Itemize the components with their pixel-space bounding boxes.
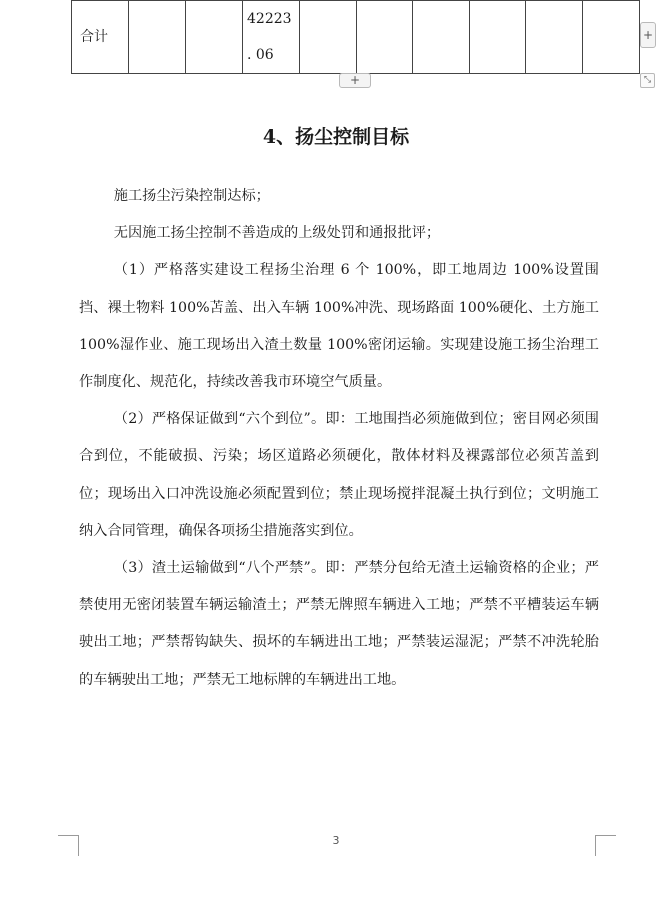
table-cell[interactable]: [583, 1, 640, 74]
add-column-button[interactable]: +: [339, 73, 371, 88]
table-cell[interactable]: [526, 1, 583, 74]
table-cell[interactable]: [129, 1, 186, 74]
total-amount-line1: 42223: [247, 11, 292, 27]
total-amount-cell[interactable]: [243, 1, 300, 74]
paragraph: 无因施工扬尘控制不善造成的上级处罚和通报批评；: [113, 225, 441, 242]
table-cell[interactable]: [470, 1, 526, 74]
add-row-button[interactable]: +: [640, 22, 656, 48]
table-resize-icon[interactable]: ⤡: [640, 73, 655, 88]
total-amount-line2: . 06: [247, 47, 274, 63]
table-cell[interactable]: [413, 1, 470, 74]
table-cell[interactable]: [300, 1, 357, 74]
body-text: [79, 178, 599, 699]
paragraph: （1）严格落实建设工程扬尘治理 6 个 100%，即工地周边 100%设置围挡、裸土物料 100%苫盖、出入车辆 100%冲洗、现场路面 100%硬化、土方施工 100%湿作业、施工现场出入渣土数量 100%密闭运输。实现建设施工扬尘治理工作制度化、规范化，持续改善我市环境空气质量。: [79, 262, 599, 391]
paragraph: 施工扬尘污染控制达标；: [113, 188, 270, 204]
table-row: [72, 1, 640, 74]
total-label: 合计: [80, 29, 108, 45]
paragraph: （3）渣土运输做到“八个严禁”。即：严禁分包给无渣土运输资格的企业；严禁使用无密闭装置车辆运输渣土；严禁无牌照车辆进入工地；严禁不平槽装运车辆驶出工地；严禁帮钩缺失、损坏的车辆进出工地；严禁装运湿泥；严禁不冲洗轮胎的车辆驶出工地；严禁无工地标牌的车辆进出工地。: [79, 560, 599, 688]
page-number: 3: [332, 834, 340, 847]
total-label-cell[interactable]: [72, 1, 129, 74]
paragraph: （2）严格保证做到“六个到位”。即：工地围挡必须施做到位；密目网必须围合到位，不能破损、污染；场区道路必须硬化，散体材料及裸露部位必须苫盖到位；现场出入口冲洗设施必须配置到位；禁止现场搅拌混凝土执行到位；文明施工纳入合同管理，确保各项扬尘措施落实到位。: [79, 411, 599, 539]
section-heading: 4、扬尘控制目标: [262, 126, 410, 148]
table-cell[interactable]: [186, 1, 243, 74]
summary-table: [71, 0, 640, 74]
table-cell[interactable]: [357, 1, 413, 74]
